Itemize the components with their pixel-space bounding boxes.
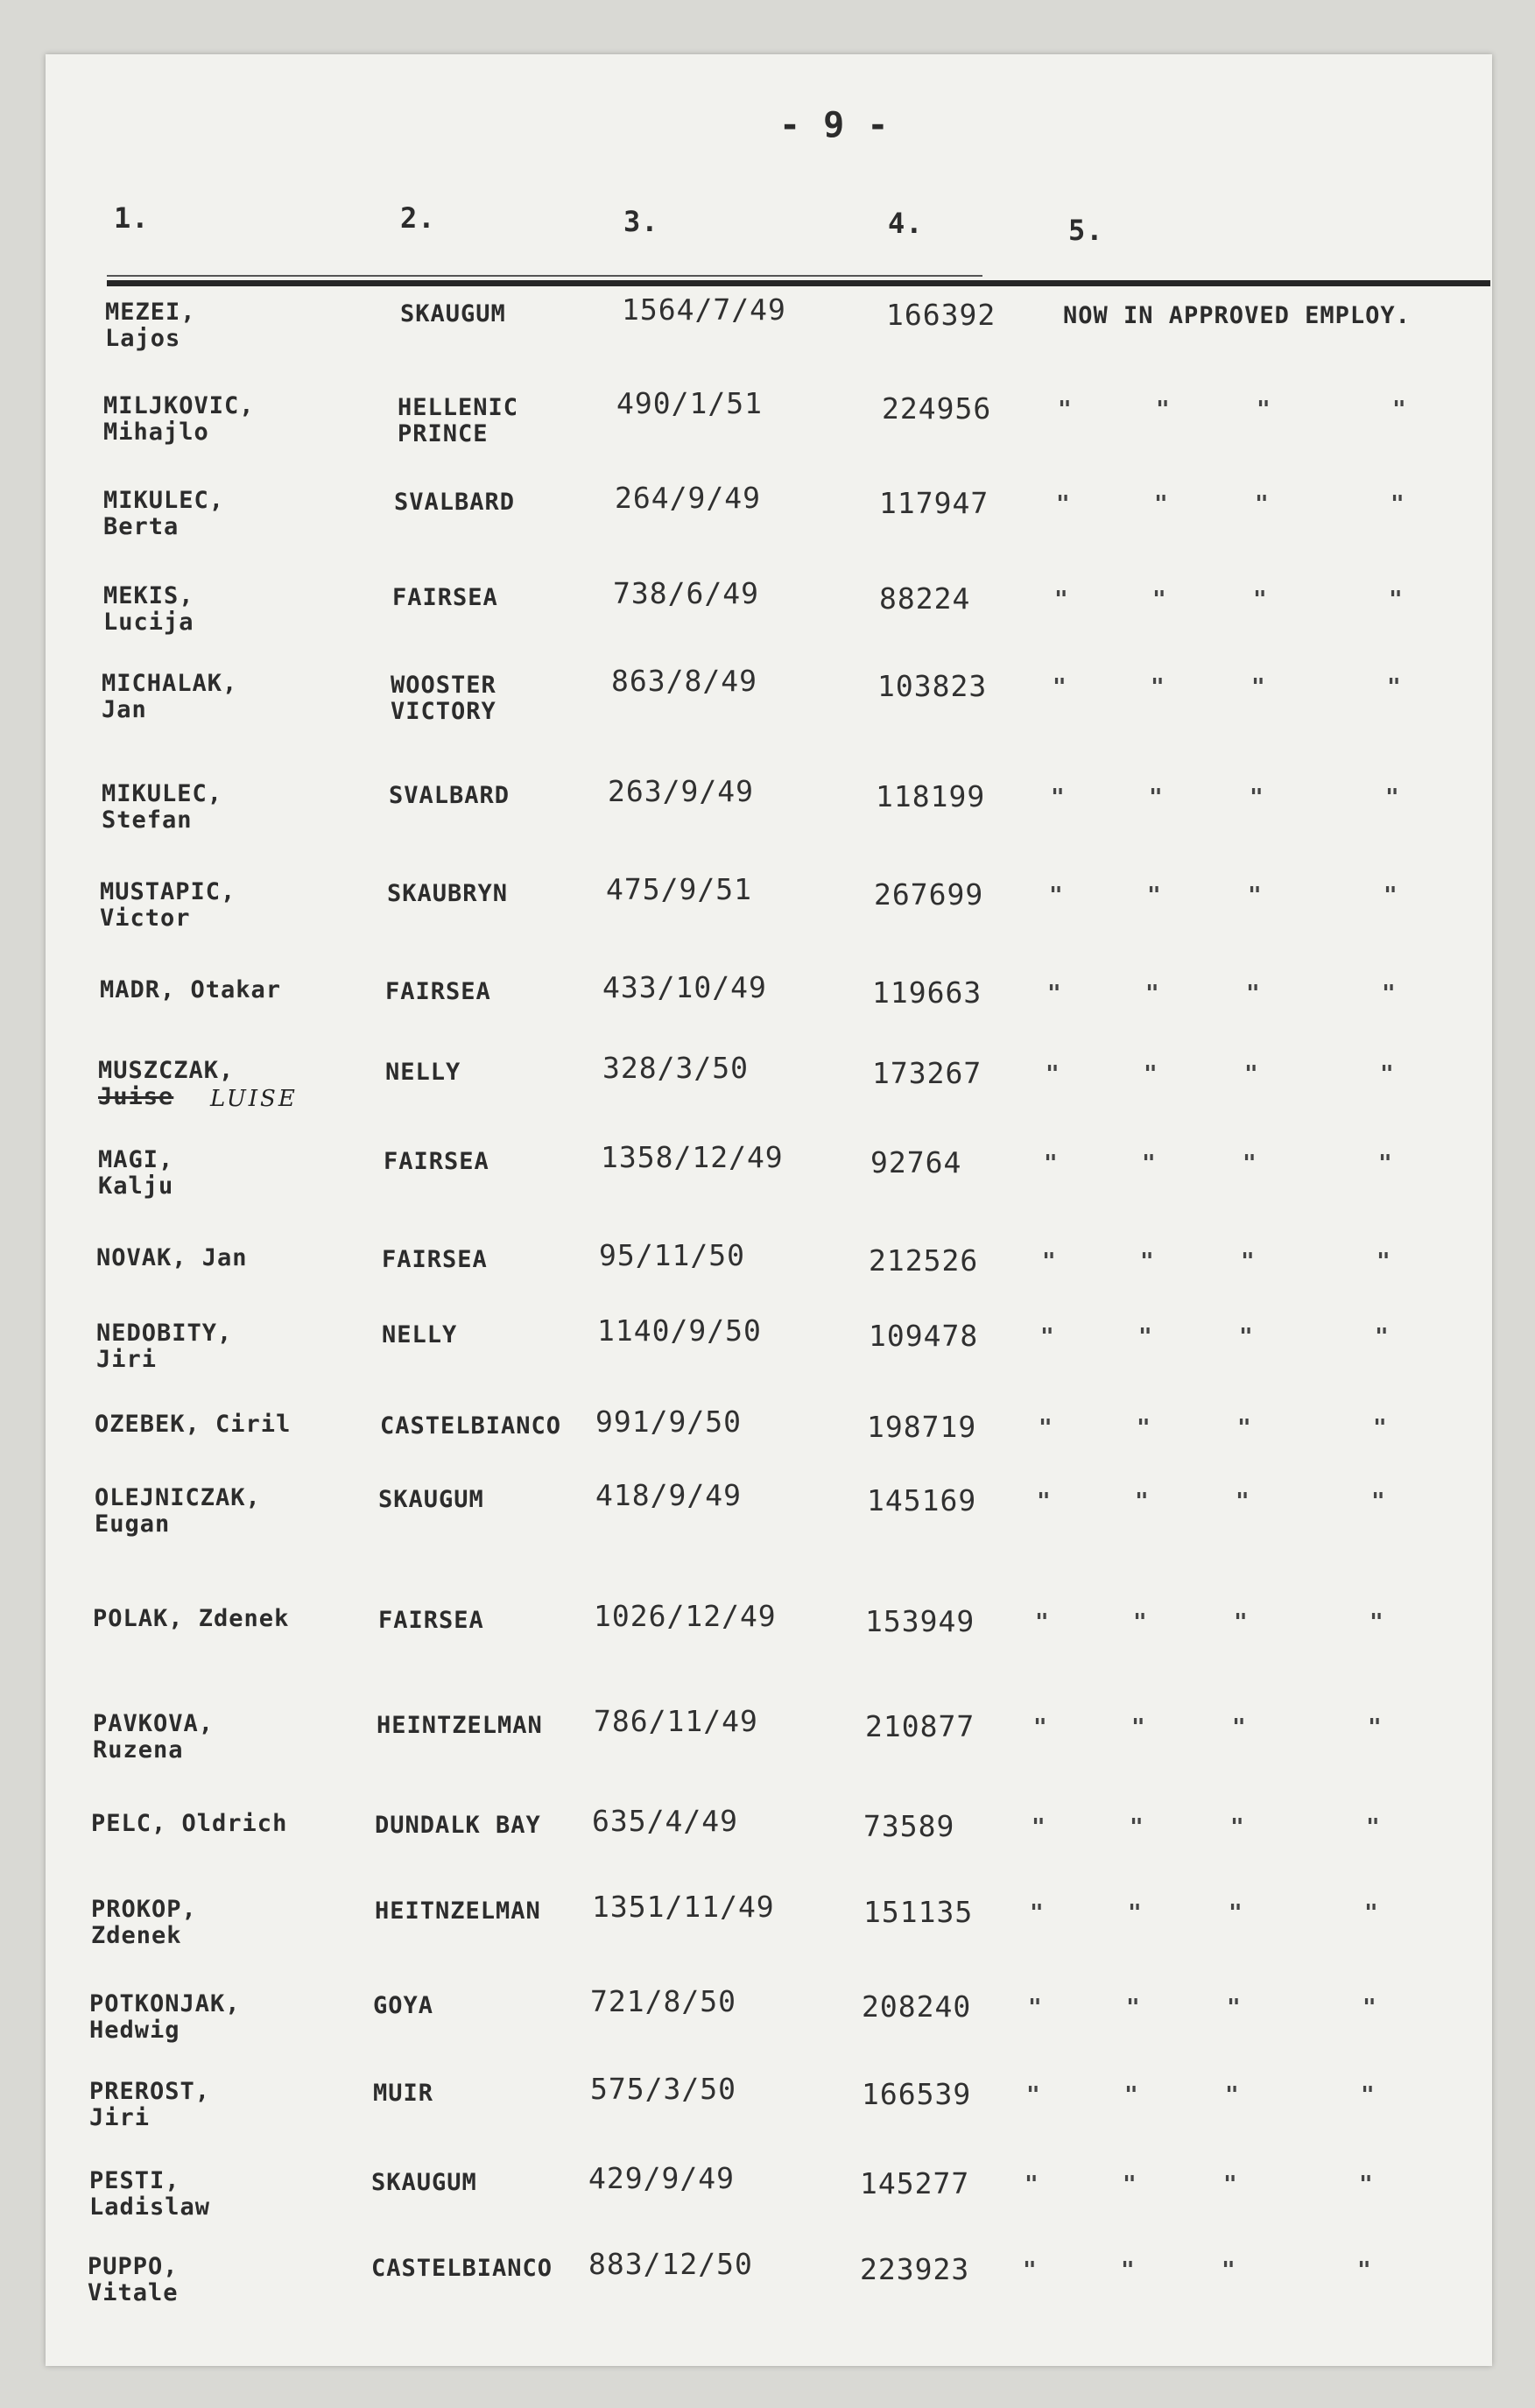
ditto-mark: " xyxy=(1387,674,1402,701)
ditto-mark: " xyxy=(1054,587,1069,613)
reference-cell: 721/8/50 xyxy=(590,1984,736,2018)
column-header-2: 2. xyxy=(400,201,436,235)
surname-cell: MUSZCZAK, xyxy=(98,1057,235,1084)
header-rule xyxy=(107,280,1490,286)
ship-cell: FAIRSEA xyxy=(382,1246,488,1273)
reference-cell: 1564/7/49 xyxy=(622,292,786,327)
given-name-cell: Lucija xyxy=(103,609,194,636)
number-cell: 119663 xyxy=(872,975,982,1010)
ditto-mark: " xyxy=(1366,1814,1381,1841)
given-name-cell: Berta xyxy=(103,513,180,540)
surname-cell: PREROST, xyxy=(89,2078,211,2105)
document-page xyxy=(46,54,1492,2366)
ship-cell: DUNDALK BAY xyxy=(375,1812,541,1839)
ship-cell: SKAUGUM xyxy=(371,2169,477,2196)
ditto-mark: " xyxy=(1361,2082,1376,2109)
ditto-mark: " xyxy=(1373,1415,1388,1441)
reference-cell: 475/9/51 xyxy=(606,872,752,906)
ship-cell: SKAUGUM xyxy=(400,300,506,327)
number-cell: 145169 xyxy=(867,1483,977,1517)
number-cell: 118199 xyxy=(876,779,986,813)
status-cell: NOW IN APPROVED EMPLOY. xyxy=(1063,302,1411,329)
reference-cell: 738/6/49 xyxy=(613,576,759,610)
ship-cell: SVALBARD xyxy=(389,782,510,809)
ditto-mark: " xyxy=(1142,1151,1157,1177)
ditto-mark: " xyxy=(1392,397,1407,423)
number-cell: 224956 xyxy=(882,391,992,426)
given-name-cell: Jiri xyxy=(96,1346,158,1373)
reference-cell: 883/12/50 xyxy=(588,2247,753,2281)
ditto-mark: " xyxy=(1037,1489,1052,1515)
number-cell: 208240 xyxy=(862,1989,972,2024)
given-name-cell: Jan xyxy=(102,696,147,723)
ditto-mark: " xyxy=(1250,785,1264,811)
surname-cell: PAVKOVA, xyxy=(93,1710,215,1737)
reference-cell: 991/9/50 xyxy=(595,1405,742,1439)
surname-cell: OZEBEK, Ciril xyxy=(95,1411,292,1438)
ditto-mark: " xyxy=(1389,587,1404,613)
ditto-mark: " xyxy=(1023,2257,1038,2284)
ditto-mark: " xyxy=(1026,2082,1041,2109)
number-cell: 109478 xyxy=(869,1319,979,1353)
ditto-mark: " xyxy=(1035,1609,1050,1636)
reference-cell: 418/9/49 xyxy=(595,1478,742,1512)
ditto-mark: " xyxy=(1145,981,1160,1007)
given-name-cell: Kalju xyxy=(98,1172,174,1200)
ditto-mark: " xyxy=(1248,883,1263,909)
ditto-mark: " xyxy=(1370,1609,1384,1636)
ditto-mark: " xyxy=(1222,2257,1236,2284)
ditto-mark: " xyxy=(1368,1714,1383,1741)
ditto-mark: " xyxy=(1046,1061,1060,1088)
given-name-cell: Juise xyxy=(98,1083,174,1110)
number-cell: 267699 xyxy=(874,877,984,912)
number-cell: 212526 xyxy=(869,1243,979,1278)
surname-cell: MUSTAPIC, xyxy=(100,878,236,905)
reference-cell: 433/10/49 xyxy=(602,970,767,1004)
ditto-mark: " xyxy=(1039,1415,1053,1441)
ship-cell: NELLY xyxy=(385,1059,461,1086)
ditto-mark: " xyxy=(1051,785,1066,811)
ship-cell: SKAUGUM xyxy=(378,1486,484,1513)
ditto-mark: " xyxy=(1058,397,1073,423)
given-name-cell: Vitale xyxy=(88,2279,179,2306)
column-header-1: 1. xyxy=(114,201,150,235)
ship-cell: NELLY xyxy=(382,1321,458,1348)
ship-cell: WOOSTER xyxy=(391,672,496,699)
ditto-mark: " xyxy=(1149,785,1164,811)
ditto-mark: " xyxy=(1232,1714,1247,1741)
ditto-mark: " xyxy=(1121,2257,1136,2284)
ship-cell: HEINTZELMAN xyxy=(377,1712,543,1739)
ditto-mark: " xyxy=(1244,1061,1259,1088)
ditto-mark: " xyxy=(1391,491,1405,518)
ship-cell: CASTELBIANCO xyxy=(380,1412,562,1440)
given-name-cell: Stefan xyxy=(102,806,193,834)
ditto-mark: " xyxy=(1053,674,1067,701)
surname-cell: MIKULEC, xyxy=(103,487,225,514)
surname-cell: PESTI, xyxy=(89,2167,180,2194)
given-name-cell: Lajos xyxy=(105,325,181,352)
ditto-mark: " xyxy=(1040,1324,1055,1350)
ditto-mark: " xyxy=(1375,1324,1390,1350)
number-cell: 145277 xyxy=(860,2166,970,2200)
ditto-mark: " xyxy=(1357,2257,1372,2284)
reference-cell: 1140/9/50 xyxy=(597,1313,762,1348)
ditto-mark: " xyxy=(1237,1415,1252,1441)
ditto-mark: " xyxy=(1138,1324,1153,1350)
ditto-mark: " xyxy=(1225,2082,1240,2109)
ditto-mark: " xyxy=(1255,491,1270,518)
surname-cell: OLEJNICZAK, xyxy=(95,1484,261,1511)
ditto-mark: " xyxy=(1144,1061,1158,1088)
surname-cell: MAGI, xyxy=(98,1146,174,1173)
ditto-mark: " xyxy=(1230,1814,1245,1841)
surname-cell: PUPPO, xyxy=(88,2253,179,2280)
ditto-mark: " xyxy=(1047,981,1062,1007)
reference-cell: 490/1/51 xyxy=(616,386,763,420)
ditto-mark: " xyxy=(1378,1151,1393,1177)
ditto-mark: " xyxy=(1377,1249,1391,1275)
number-cell: 210877 xyxy=(865,1709,975,1743)
ditto-mark: " xyxy=(1126,1995,1141,2021)
surname-cell: PROKOP, xyxy=(91,1896,197,1923)
ship-cell: GOYA xyxy=(373,1992,434,2019)
number-cell: 166392 xyxy=(886,298,996,332)
surname-cell: MEZEI, xyxy=(105,299,196,326)
ditto-mark: " xyxy=(1241,1249,1256,1275)
ditto-mark: " xyxy=(1227,1995,1242,2021)
surname-cell: MILJKOVIC, xyxy=(103,392,255,419)
surname-cell: NOVAK, Jan xyxy=(96,1244,248,1271)
ditto-mark: " xyxy=(1223,2172,1238,2198)
ditto-mark: " xyxy=(1234,1609,1249,1636)
ditto-mark: " xyxy=(1364,1900,1379,1926)
surname-cell: NEDOBITY, xyxy=(96,1320,233,1347)
ditto-mark: " xyxy=(1156,397,1171,423)
given-name-cell: Zdenek xyxy=(91,1922,182,1949)
ditto-mark: " xyxy=(1382,981,1397,1007)
header-rule-thin xyxy=(107,275,982,277)
ditto-mark: " xyxy=(1025,2172,1039,2198)
given-name-cell: Eugan xyxy=(95,1510,171,1538)
ditto-mark: " xyxy=(1253,587,1268,613)
ship-cell: FAIRSEA xyxy=(392,584,498,611)
number-cell: 117947 xyxy=(879,486,989,520)
column-header-4: 4. xyxy=(888,207,924,240)
ditto-mark: " xyxy=(1239,1324,1254,1350)
ship-cell: SVALBARD xyxy=(394,489,516,516)
ditto-mark: " xyxy=(1359,2172,1374,2198)
ditto-mark: " xyxy=(1151,674,1165,701)
reference-cell: 1026/12/49 xyxy=(594,1599,777,1633)
page-number: - 9 - xyxy=(779,105,890,145)
ship-cell: HEITNZELMAN xyxy=(375,1898,541,1925)
number-cell: 166539 xyxy=(862,2077,972,2111)
reference-cell: 95/11/50 xyxy=(599,1238,745,1272)
given-name-cell: Victor xyxy=(100,905,191,932)
ship-cell: CASTELBIANCO xyxy=(371,2255,553,2282)
ditto-mark: " xyxy=(1236,1489,1250,1515)
ditto-mark: " xyxy=(1049,883,1064,909)
ship-cell: HELLENIC xyxy=(398,394,519,421)
ditto-mark: " xyxy=(1135,1489,1150,1515)
ditto-mark: " xyxy=(1123,2172,1137,2198)
ditto-mark: " xyxy=(1032,1814,1046,1841)
ship-cell: MUIR xyxy=(373,2080,434,2107)
ship-cell: FAIRSEA xyxy=(378,1607,484,1634)
ditto-mark: " xyxy=(1243,1151,1257,1177)
reference-cell: 429/9/49 xyxy=(588,2161,735,2195)
reference-cell: 263/9/49 xyxy=(608,774,754,808)
surname-cell: MIKULEC, xyxy=(102,780,223,807)
ditto-mark: " xyxy=(1371,1489,1386,1515)
reference-cell: 635/4/49 xyxy=(592,1804,738,1838)
number-cell: 88224 xyxy=(879,581,971,616)
given-name-cell: Mihajlo xyxy=(103,419,209,446)
ditto-mark: " xyxy=(1384,883,1398,909)
given-name-cell: Ladislaw xyxy=(89,2193,211,2221)
ditto-mark: " xyxy=(1385,785,1400,811)
number-cell: 103823 xyxy=(877,669,988,703)
given-name-cell: Jiri xyxy=(89,2104,151,2131)
surname-cell: POTKONJAK, xyxy=(89,1990,241,2017)
column-header-5: 5. xyxy=(1068,214,1104,247)
column-header-3: 3. xyxy=(623,205,659,238)
ditto-mark: " xyxy=(1133,1609,1148,1636)
ditto-mark: " xyxy=(1154,491,1169,518)
ship-cell: FAIRSEA xyxy=(385,978,491,1005)
number-cell: 198719 xyxy=(867,1410,977,1444)
ditto-mark: " xyxy=(1380,1061,1395,1088)
ditto-mark: " xyxy=(1229,1900,1243,1926)
surname-cell: MADR, Otakar xyxy=(100,976,282,1003)
ditto-mark: " xyxy=(1140,1249,1155,1275)
ditto-mark: " xyxy=(1257,397,1271,423)
number-cell: 92764 xyxy=(870,1145,962,1179)
handwritten-correction: LUISE xyxy=(210,1086,298,1112)
surname-cell: PELC, Oldrich xyxy=(91,1810,288,1837)
ditto-mark: " xyxy=(1246,981,1261,1007)
ditto-mark: " xyxy=(1044,1151,1059,1177)
ditto-mark: " xyxy=(1030,1900,1045,1926)
ditto-mark: " xyxy=(1033,1714,1048,1741)
given-name-cell: Hedwig xyxy=(89,2017,180,2044)
ditto-mark: " xyxy=(1147,883,1162,909)
reference-cell: 575/3/50 xyxy=(590,2072,736,2106)
ditto-mark: " xyxy=(1137,1415,1151,1441)
number-cell: 151135 xyxy=(863,1895,974,1929)
reference-cell: 863/8/49 xyxy=(611,664,757,698)
ship-cell: SKAUBRYN xyxy=(387,880,509,907)
number-cell: 73589 xyxy=(863,1809,955,1843)
ditto-mark: " xyxy=(1362,1995,1377,2021)
ditto-mark: " xyxy=(1152,587,1167,613)
ditto-mark: " xyxy=(1042,1249,1057,1275)
surname-cell: POLAK, Zdenek xyxy=(93,1605,290,1632)
number-cell: 223923 xyxy=(860,2252,970,2286)
ditto-mark: " xyxy=(1128,1900,1143,1926)
number-cell: 173267 xyxy=(872,1056,982,1090)
ditto-mark: " xyxy=(1251,674,1266,701)
surname-cell: MICHALAK, xyxy=(102,670,238,697)
ditto-mark: " xyxy=(1124,2082,1139,2109)
reference-cell: 328/3/50 xyxy=(602,1051,749,1085)
given-name-cell: Ruzena xyxy=(93,1736,184,1764)
ditto-mark: " xyxy=(1131,1714,1146,1741)
reference-cell: 786/11/49 xyxy=(594,1704,758,1738)
ship-cell: PRINCE xyxy=(398,420,489,447)
ship-cell: VICTORY xyxy=(391,698,496,725)
surname-cell: MEKIS, xyxy=(103,582,194,609)
reference-cell: 1351/11/49 xyxy=(592,1890,775,1924)
reference-cell: 264/9/49 xyxy=(615,481,761,515)
ditto-mark: " xyxy=(1130,1814,1144,1841)
ship-cell: FAIRSEA xyxy=(384,1148,489,1175)
ditto-mark: " xyxy=(1028,1995,1043,2021)
number-cell: 153949 xyxy=(865,1604,975,1638)
ditto-mark: " xyxy=(1056,491,1071,518)
reference-cell: 1358/12/49 xyxy=(601,1140,784,1174)
